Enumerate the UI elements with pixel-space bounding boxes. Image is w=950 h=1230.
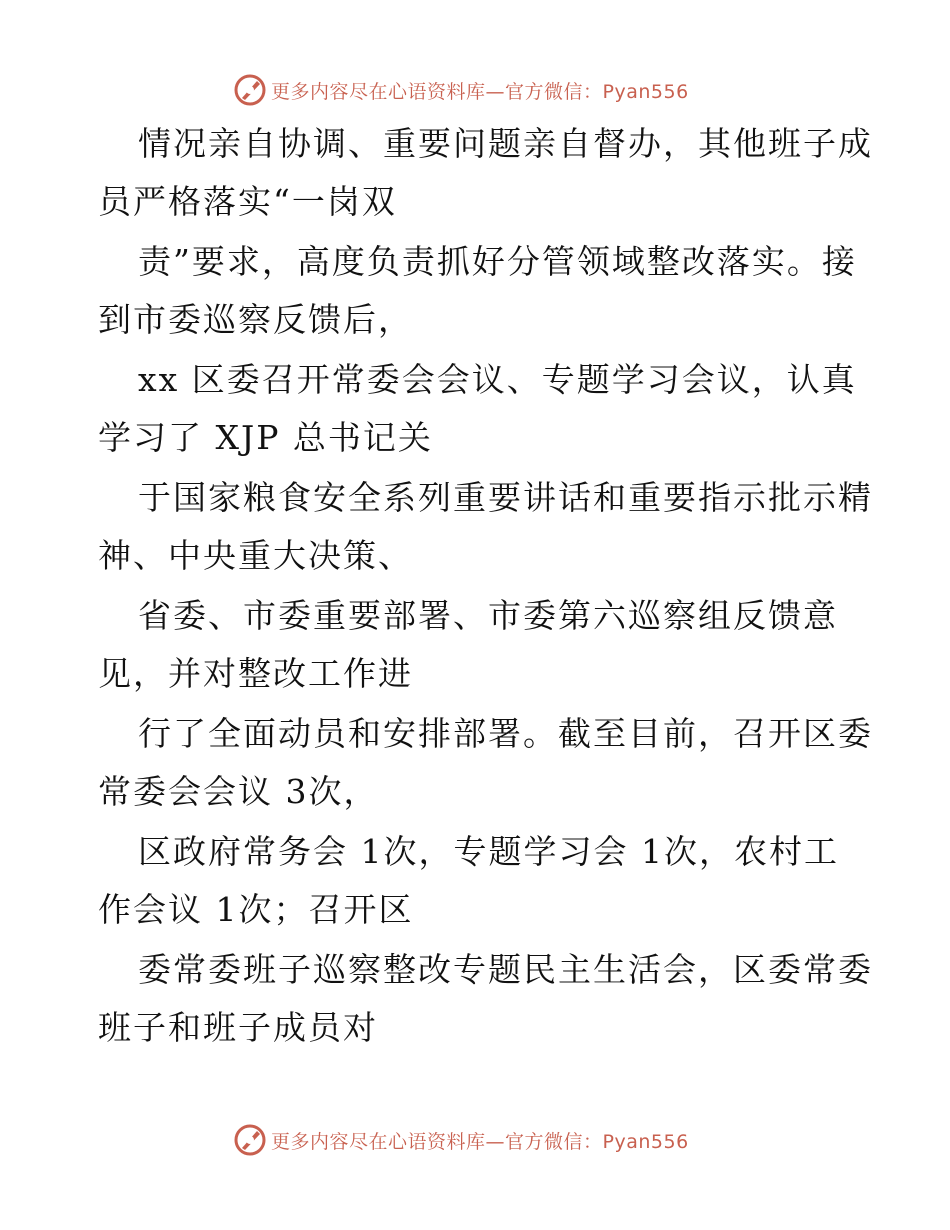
quill-seal-icon (233, 73, 267, 107)
paragraph-7-line-2: 作会议 1次；召开区 (98, 890, 414, 929)
paragraph-8-line-2: 班子和班子成员对 (98, 1008, 378, 1047)
paragraph-6-line-1: 行了全面动员和安排部署。截至目前，召开区委 (138, 714, 873, 753)
paragraph-5-line-1: 省委、市委重要部署、市委第六巡察组反馈意 (138, 596, 838, 635)
paragraph-4-line-1: 于国家粮食安全系列重要讲话和重要指示批示精 (138, 478, 873, 517)
paragraph-4-line-2: 神、中央重大决策、 (98, 536, 413, 575)
paragraph-2-line-1: 责”要求，高度负责抓好分管领域整改落实。接 (138, 242, 857, 281)
paragraph-5-line-2: 见，并对整改工作进 (98, 654, 413, 693)
paragraph-2-line-2: 到市委巡察反馈后， (98, 300, 413, 339)
paragraph-3-line-2: 学习了 XJP 总书记关 (98, 418, 433, 457)
watermark-text: 更多内容尽在心语资料库—官方微信：Pyan556 (271, 80, 689, 103)
paragraph-6-line-2: 常委会会议 3次， (98, 772, 379, 811)
paragraph-8-line-1: 委常委班子巡察整改专题民主生活会，区委常委 (138, 950, 873, 989)
watermark-text: 更多内容尽在心语资料库—官方微信：Pyan556 (271, 1130, 689, 1153)
footer-watermark (233, 1122, 689, 1158)
paragraph-7-line-1: 区政府常务会 1次，专题学习会 1次，农村工 (138, 832, 839, 871)
paragraph-1-line-2: 员严格落实“一岗双 (98, 182, 397, 221)
quill-seal-icon (233, 1123, 267, 1157)
paragraph-1-line-1: 情况亲自协调、重要问题亲自督办，其他班子成 (138, 124, 873, 163)
paragraph-3-line-1: xx 区委召开常委会会议、专题学习会议，认真 (138, 360, 857, 399)
header-watermark (233, 72, 689, 108)
